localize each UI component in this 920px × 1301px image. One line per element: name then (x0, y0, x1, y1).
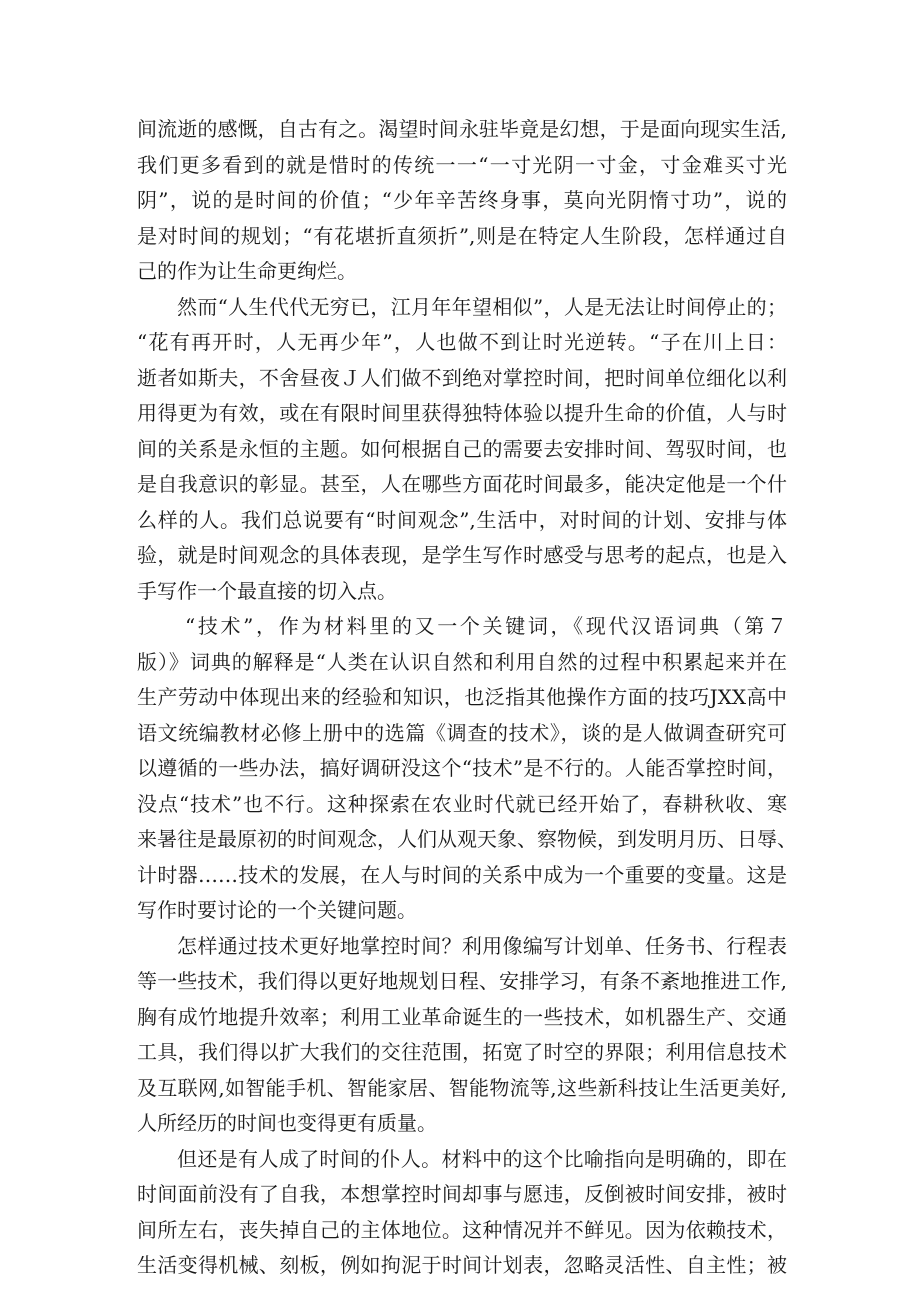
paragraph-2 (137, 290, 787, 610)
text-line: 怎样通过技术更好地掌控时间？利用像编写计划单、任务书、行程表 (177, 933, 787, 958)
text-line: 胸有成竹地提升效率；利用工业革命诞生的一些技术，如机器生产、交通 (137, 1004, 787, 1029)
text-line: 生活变得机械、刻板，例如拘泥于时间计划表，忽略灵活性、自主性；被 (137, 1253, 787, 1277)
text-line: 己的作为让生命更绚烂。 (137, 259, 357, 283)
text-line: 以遵循的一些办法，搞好调研没这个“技术”是不行的。人能否掌控时间， (137, 756, 787, 780)
text-line: 间所左右，丧失掉自己的主体地位。这种情况并不鲜见。因为依赖技术， (137, 1217, 787, 1242)
text-line: 间流逝的感慨，自古有之。渴望时间永驻毕竟是幻想，于是面向现实生活, (137, 117, 787, 141)
text-line: 阴”，说的是时间的价值；“少年辛苦终身事，莫向光阴惰寸功”，说的 (137, 188, 787, 212)
text-line: 手写作一个最直接的切入点。 (137, 578, 397, 603)
text-line: 我们更多看到的就是惜时的传统一一“一寸光阴一寸金，寸金难买寸光 (137, 152, 787, 177)
body-text (137, 112, 797, 1284)
paragraph-1 (137, 112, 787, 290)
text-line: 计时器……技术的发展，在人与时间的关系中成为一个重要的变量。这是 (137, 862, 787, 887)
text-line: 语文统编教材必修上册中的选篇《调查的技术》，谈的是人做调查研究可 (137, 720, 787, 745)
text-line: 是自我意识的彰显。甚至，人在哪些方面花时间最多，能决定他是一个什 (137, 472, 787, 496)
text-line: 时间面前没有了自我，本想掌控时间却事与愿违，反倒被时间安排，被时 (137, 1182, 787, 1206)
text-line: “花有再开时，人无再少年”，人也做不到让时光逆转。“子在川上日： (137, 330, 787, 354)
text-line: 然而“人生代代无穷已，江月年年望相似”，人是无法让时间停止的； (177, 294, 787, 319)
text-line: 工具，我们得以扩大我们的交往范围，拓宽了时空的界限；利用信息技术 (137, 1040, 787, 1064)
text-line: “技术”，作为材料里的又一个关键词，《现代汉语词典（第７ (185, 614, 787, 638)
text-line: 人所经历的时间也变得更有质量。 (137, 1111, 437, 1135)
text-line: 么样的人。我们总说要有“时间观念”,生活中，对时间的计划、安排与体 (137, 507, 787, 532)
text-line: 但还是有人成了时间的仆人。材料中的这个比喻指向是明确的，即在 (177, 1146, 787, 1171)
text-line: 用得更为有效，或在有限时间里获得独特体验以提升生命的价值，人与时 (137, 401, 787, 425)
text-line: 逝者如斯夫，不舍昼夜Ｊ人们做不到绝对掌控时间，把时间单位细化以利 (137, 365, 787, 390)
text-line: 写作时要讨论的一个关键问题。 (137, 898, 417, 922)
text-line: 间的关系是永恒的主题。如何根据自己的需要去安排时间、驾驭时间，也 (137, 436, 787, 461)
text-line: 及互联网,如智能手机、智能家居、智能物流等,这些新科技让生活更美好, (137, 1075, 787, 1100)
text-line: 验，就是时间观念的具体表现，是学生写作时感受与思考的起点，也是入 (137, 543, 787, 567)
paragraph-4 (137, 929, 787, 1142)
paragraph-5 (137, 1142, 787, 1284)
text-line: 等一些技术，我们得以更好地规划日程、安排学习，有条不紊地推进工作, (137, 969, 787, 993)
paragraph-3 (137, 609, 797, 929)
text-line: 是对时间的规划；“有花堪折直须折”,则是在特定人生阶段，怎样通过自 (137, 223, 787, 248)
text-line: 版）》词典的解释是“人类在认识自然和利用自然的过程中积累起来并在 (137, 649, 787, 674)
text-line: 没点“技术”也不行。这种探索在农业时代就已经开始了，春耕秋收、寒 (137, 791, 787, 816)
text-line: 来暑往是最原初的时间观念，人们从观天象、察物候，到发明月历、日辱、 (137, 827, 797, 851)
text-line: 生产劳动中体现出来的经验和知识，也泛指其他操作方面的技巧JXX高中 (137, 685, 787, 709)
